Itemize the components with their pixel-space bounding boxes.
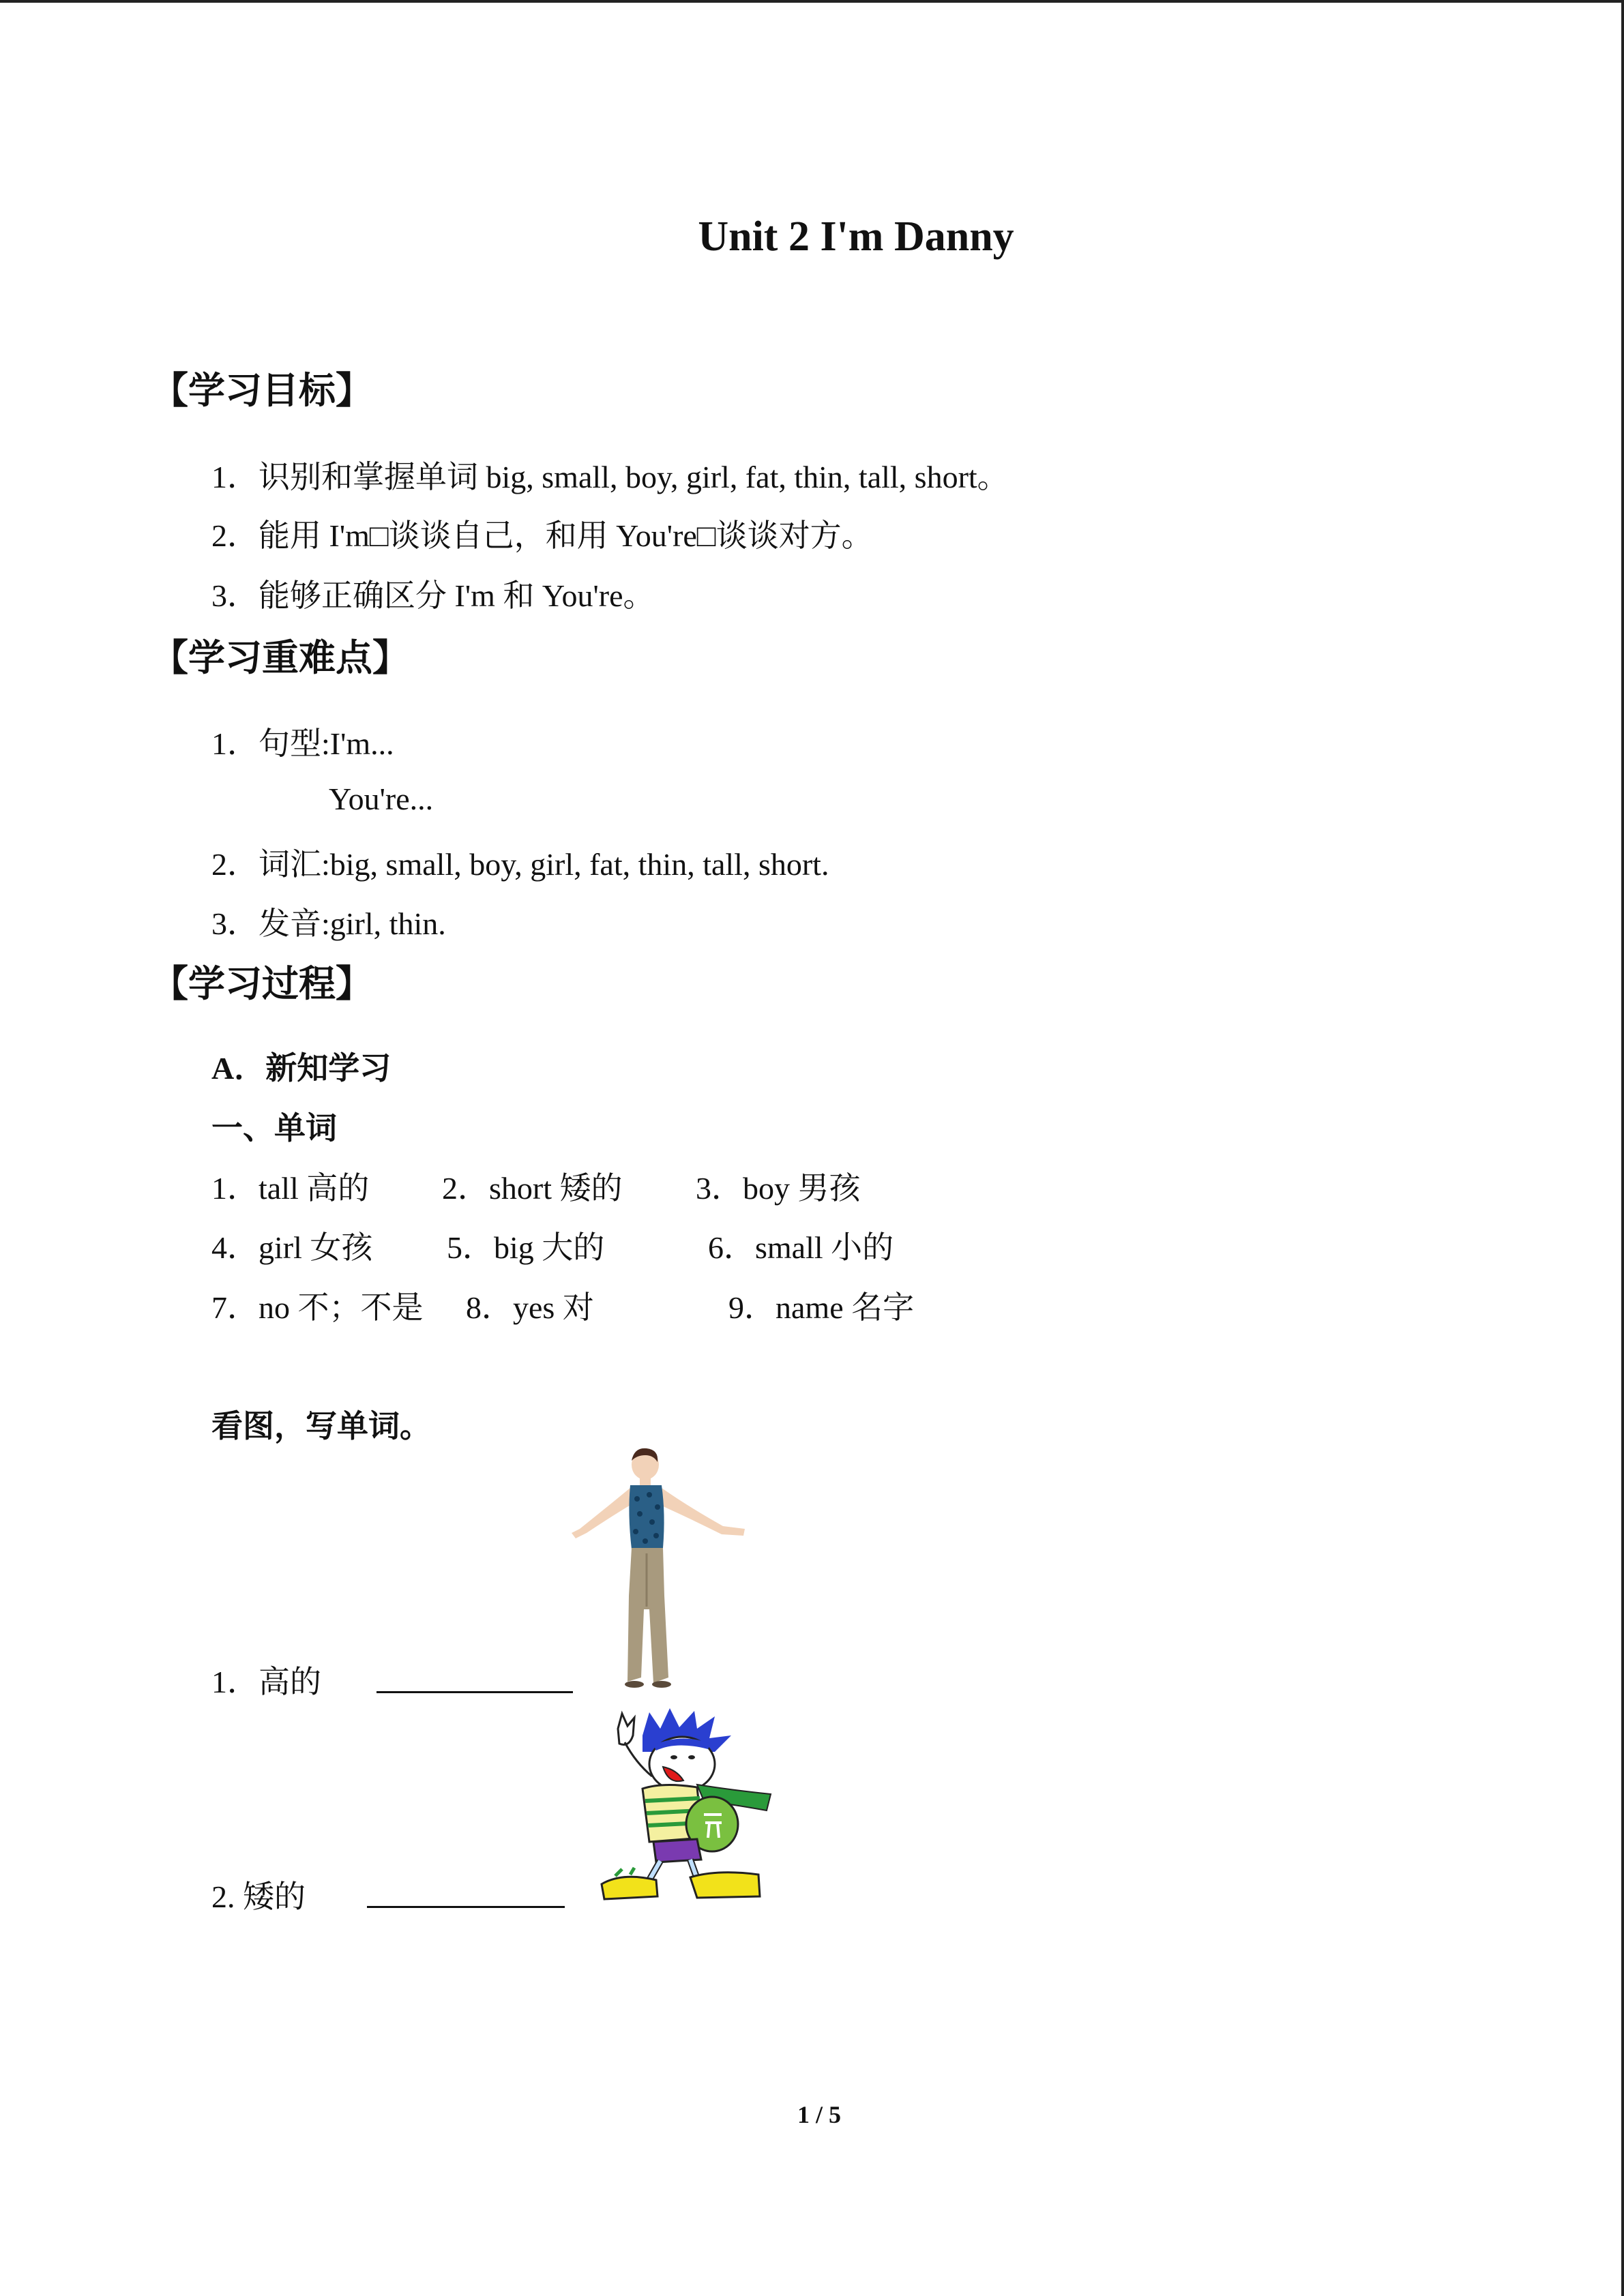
vocab-item-3: 3．boy 男孩 — [696, 1171, 861, 1206]
exercise-heading: 看图，写单词。 — [211, 1409, 431, 1444]
key-point-item-2: 2．词汇:big, small, boy, girl, fat, thin, tall, short. — [211, 847, 829, 882]
vocab-item-1: 1．tall 高的 — [211, 1171, 370, 1206]
boy-hand — [618, 1714, 634, 1745]
exercise-label-1: 1．高的 — [211, 1665, 321, 1699]
section-heading-process: 【学习过程】 — [151, 962, 372, 1005]
vocab-item-6: 6．small 小的 — [708, 1230, 894, 1265]
section-heading-key-points: 【学习重难点】 — [151, 636, 409, 679]
section-heading-objectives: 【学习目标】 — [151, 369, 372, 412]
page-border-right — [1621, 0, 1624, 2296]
key-point-item-3: 3．发音:girl, thin. — [211, 906, 446, 941]
objective-item-1: 1．识别和掌握单词 big, small, boy, girl, fat, thin, tall, short。 — [211, 460, 1009, 494]
objective-item-2: 2．能用 I'm□谈谈自己，和用 You're□谈谈对方。 — [211, 518, 873, 553]
subheading-new-learning: A．新知学习 — [211, 1051, 392, 1086]
page-number: 1 / 5 — [797, 2101, 841, 2128]
key-point-item-1: 1．句型:I'm... — [211, 726, 394, 761]
exercise-answer-blank-2[interactable] — [367, 1906, 565, 1908]
vocab-item-2: 2．short 矮的 — [442, 1171, 623, 1206]
exercise-answer-blank-1[interactable] — [377, 1691, 573, 1693]
vocab-item-4: 4．girl 女孩 — [211, 1230, 373, 1265]
vocab-item-5: 5．big 大的 — [447, 1230, 605, 1265]
short-boy-illustration — [595, 1708, 772, 1903]
boy-right-shoe — [690, 1873, 760, 1898]
vocab-item-7: 7．no 不；不是 — [211, 1290, 424, 1325]
tall-man-illustration — [566, 1446, 757, 1688]
document-title: Unit 2 I'm Danny — [698, 213, 1014, 260]
man-right-arm — [662, 1488, 745, 1536]
boy-left-shoe — [602, 1877, 658, 1899]
vocab-item-8: 8．yes 对 — [466, 1290, 594, 1325]
subheading-words: 一、单词 — [211, 1111, 337, 1146]
man-pants — [628, 1548, 668, 1683]
vocab-item-9: 9．name 名字 — [728, 1290, 915, 1325]
exercise-label-2: 2. 矮的 — [211, 1879, 306, 1914]
key-point-item-1-continued: You're... — [329, 781, 434, 816]
man-left-arm — [572, 1488, 632, 1538]
objective-item-3: 3．能够正确区分 I'm 和 You're。 — [211, 578, 655, 613]
page-border-top — [0, 0, 1624, 3]
boy-shorts — [653, 1839, 701, 1862]
